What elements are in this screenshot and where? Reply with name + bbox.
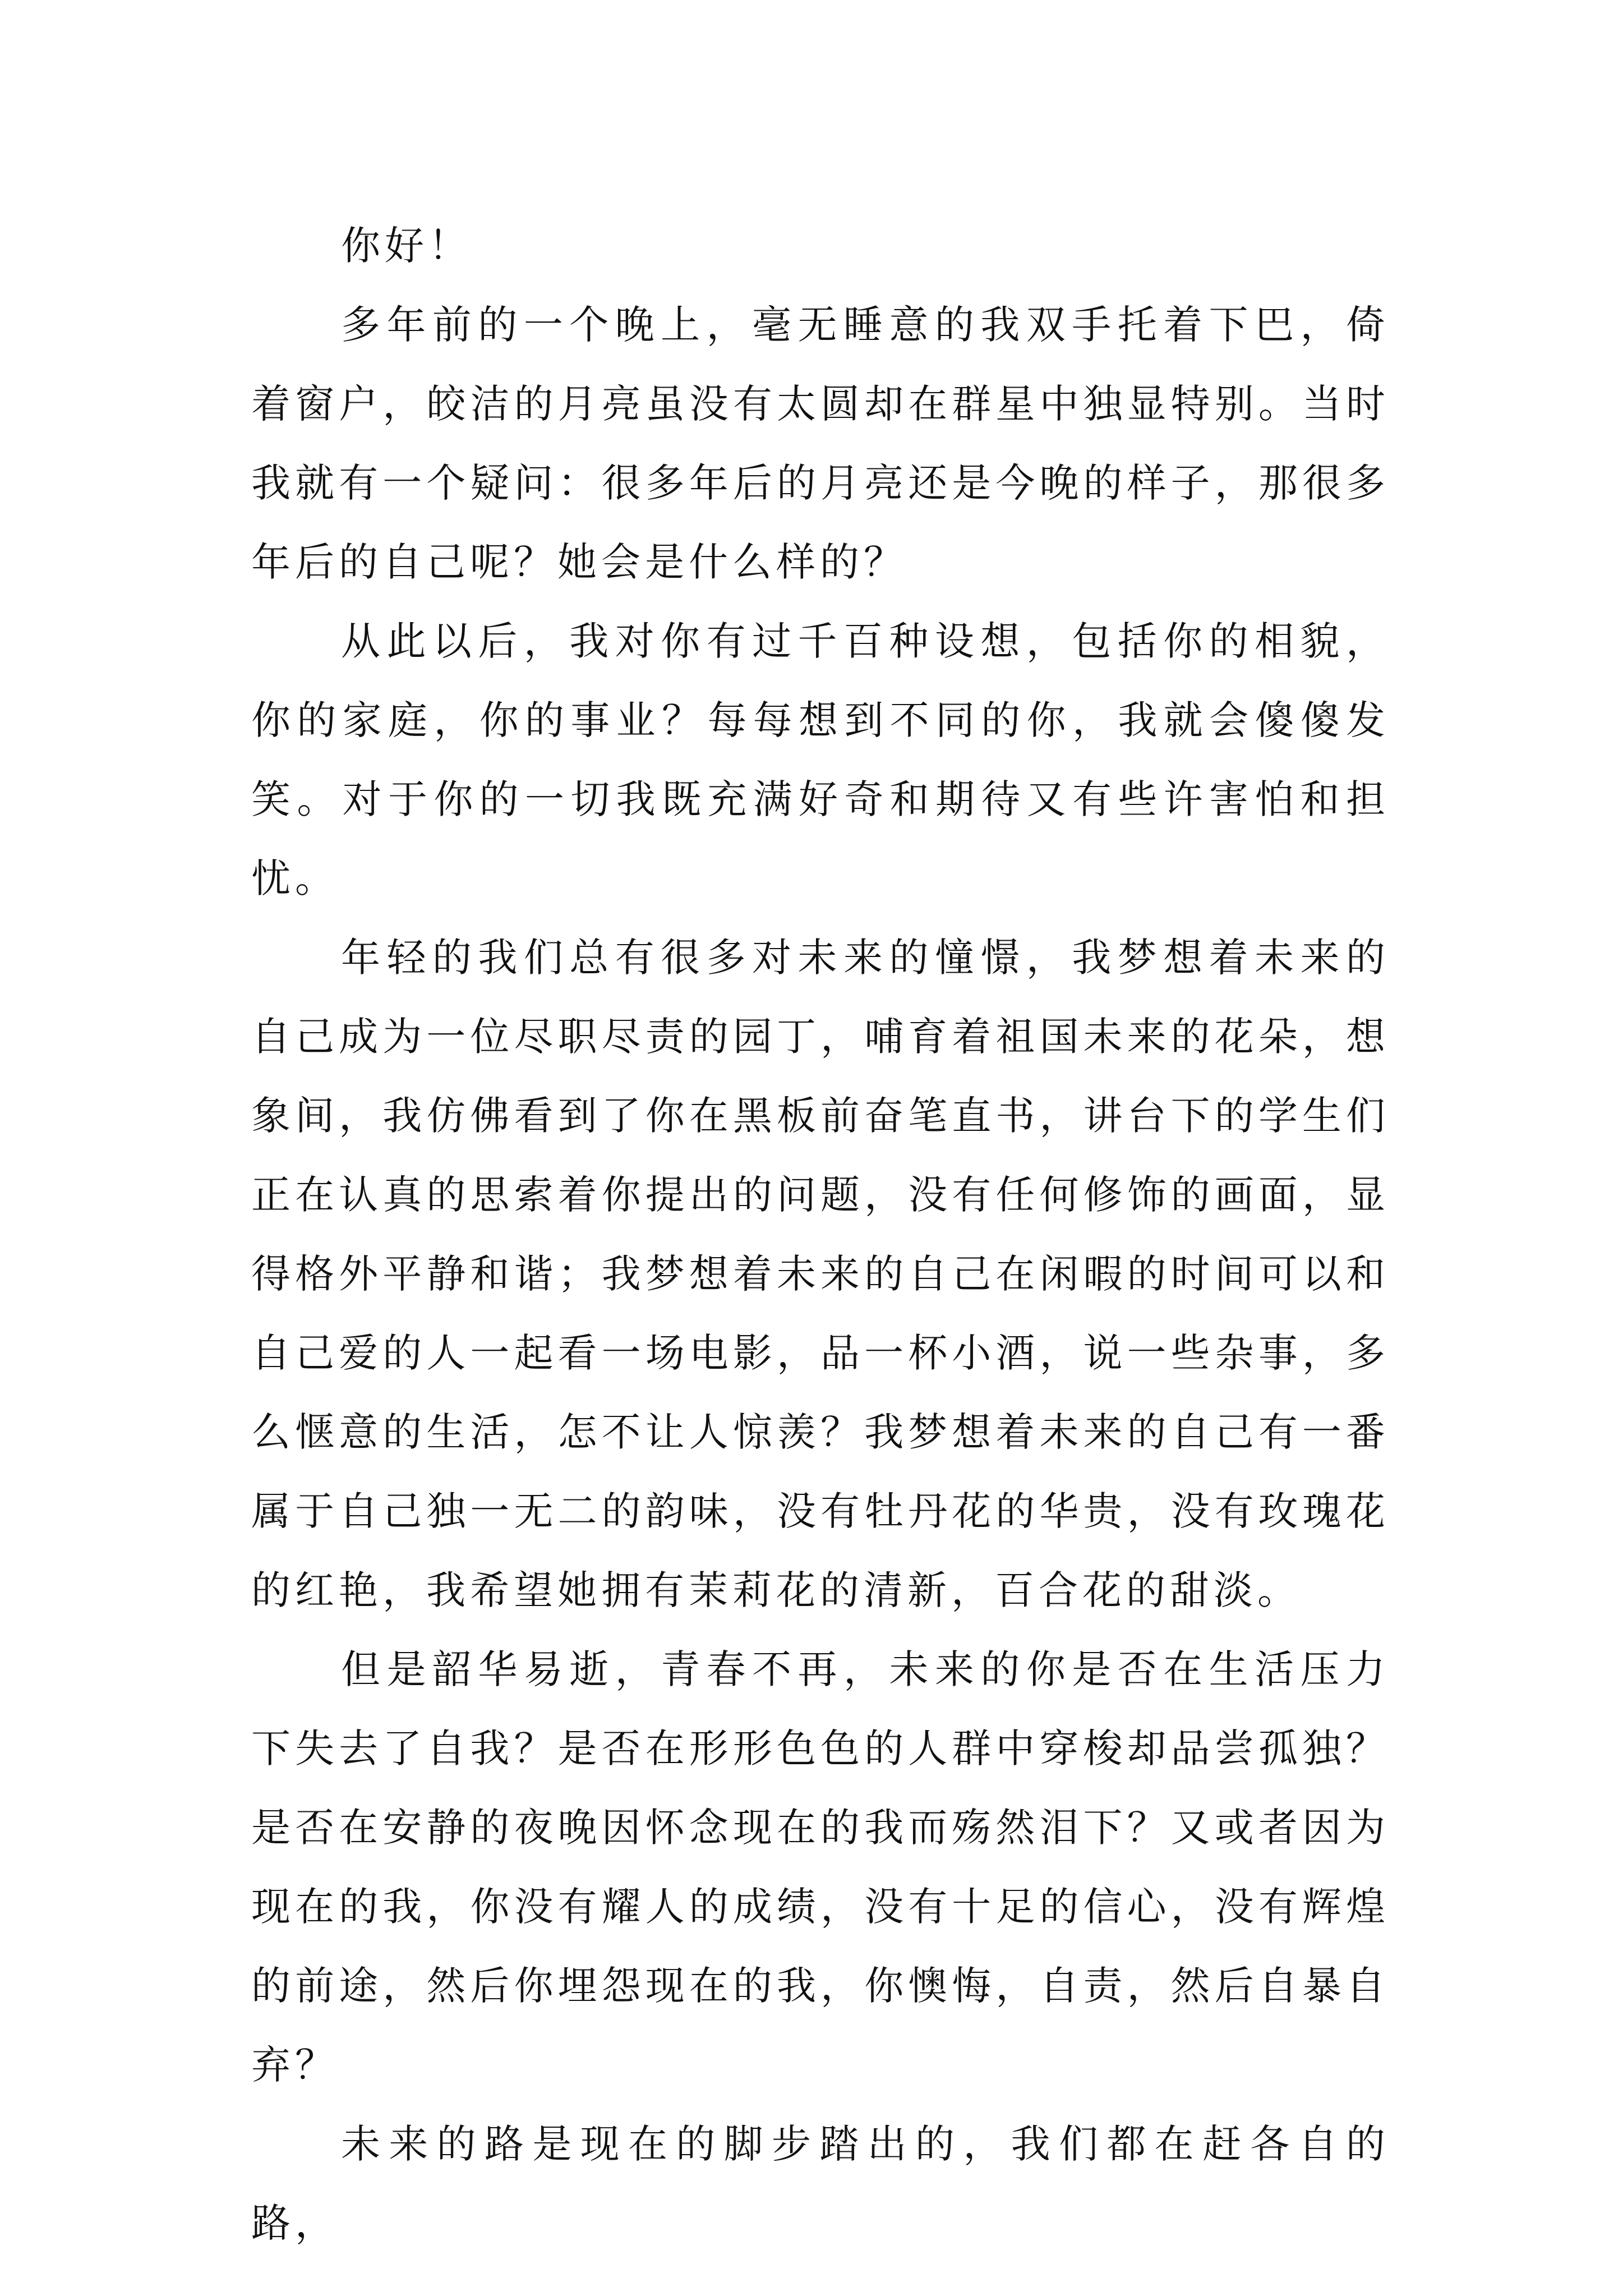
- letter-paragraph-5: 未来的路是现在的脚步踏出的，我们都在赶各自的路，: [251, 2121, 1390, 2246]
- letter-body: [251, 206, 1390, 2263]
- letter-greeting: 你好！: [341, 223, 472, 269]
- letter-paragraph-2: 从此以后，我对你有过千百种设想，包括你的相貌，你的家庭，你的事业？每每想到不同的你，我就会傻傻发笑。对于你的一切我既充满好奇和期待又有些许害怕和担忧。: [251, 618, 1390, 901]
- letter-paragraph-4: 但是韶华易逝，青春不再，未来的你是否在生活压力下失去了自我？是否在形形色色的人群中穿梭却品尝孤独？是否在安静的夜晚因怀念现在的我而殇然泪下？又或者因为现在的我，你没有耀人的成绩，没有十足的信心，没有辉煌的前途，然后你埋怨现在的我，你懊悔，自责，然后自暴自弃？: [251, 1646, 1390, 2088]
- letter-paragraph-3: 年轻的我们总有很多对未来的憧憬，我梦想着未来的自己成为一位尽职尽责的园丁，哺育着祖国未来的花朵，想象间，我仿佛看到了你在黑板前奋笔直书，讲台下的学生们正在认真的思索着你提出的问题，没有任何修饰的画面，显得格外平静和谐；我梦想着未来的自己在闲暇的时间可以和自己爱的人一起看一场电影，品一杯小酒，说一些杂事，多么惬意的生活，怎不让人惊羡？我梦想着未来的自己有一番属于自己独一无二的韵味，没有牡丹花的华贵，没有玫瑰花的红艳，我希望她拥有茉莉花的清新，百合花的甜淡。: [251, 935, 1390, 1613]
- letter-paragraph-1: 多年前的一个晚上，毫无睡意的我双手托着下巴，倚着窗户，皎洁的月亮虽没有太圆却在群星中独显特别。当时我就有一个疑问：很多年后的月亮还是今晚的样子，那很多年后的自己呢？她会是什么样的？: [251, 302, 1390, 585]
